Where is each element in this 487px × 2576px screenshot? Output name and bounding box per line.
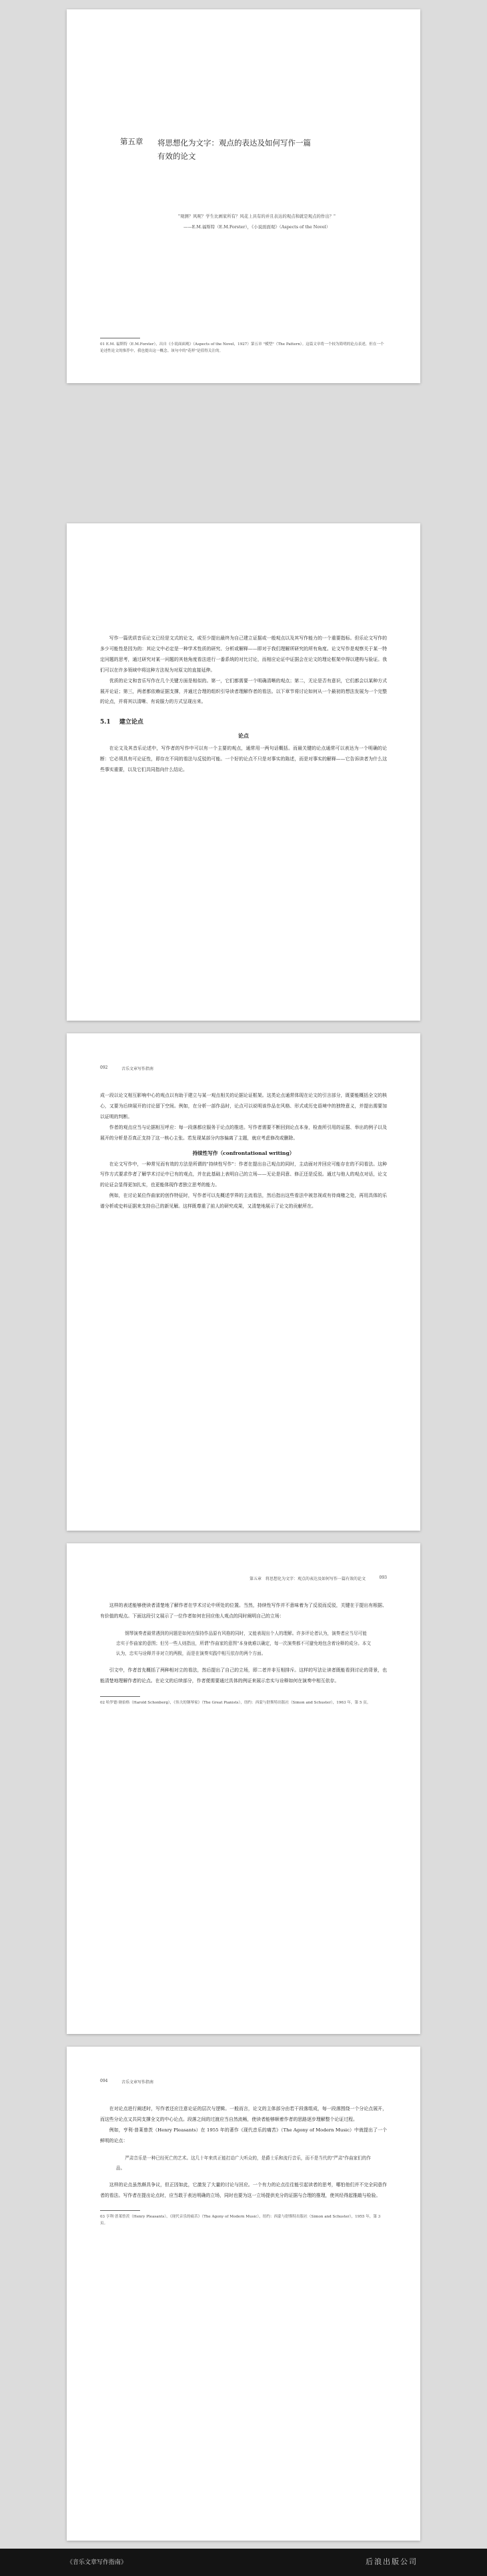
running-title: 音乐文章写作指南 (121, 2080, 154, 2085)
footnote: 01 E.M. 福斯特（E.M.Forster），出自《小说面面观》（Aspects of the Novel，1927）第五章 "模型"（The Pattern）。这篇文章将一个较为简明的论点表述，但在一个论述性论文的推荐中，我也提出这一概念。该句中的"花样"是值得关注的。 (100, 342, 384, 353)
paragraph: 在论文及其音乐论述中，写作者的写作中可以有一个主要的观点，通常用一两句话概括。而最关键的论点通常可以表达为一个明确的论断：它必须具有可论证性，即存在不同的看法与反驳的可能。一个好的论点不只是对事实的陈述，而是对事实的解释——它告诉读者为什么这些事实重要，以及它们共同指向什么结论。 (100, 746, 387, 773)
epigraph-text: "观测？风呢？学生比画家所有？风花上具有的并且表达的观点和就是观点的作出？" (178, 214, 336, 219)
paragraph: 在论文写作中，一种常见而有效的方法是所谓的"持续性写作"：作者在提出自己观点的同时，主动面对并回应可能存在的不同看法。这种写作方式要求作者了解学术讨论中已有的观点，并在此基础上表明自己的立场——无论是同意、修正还是反驳。通过与他人的观点对话，论文的论证会显得更加扎实，也更能体现作者独立思考的能力。 (100, 1161, 387, 1188)
paragraph: 在对论点进行阐述时，写作者还应注意论证的层次与逻辑。一般而言，论文的主体部分由若干段落组成，每一段落围绕一个分论点展开，而这些分论点又共同支撑全文的中心论点。段落之间的过渡应当自然流畅，使读者能够顺着作者的思路逐步理解整个论证过程。 (100, 2106, 387, 2122)
page-4 (67, 1543, 420, 2034)
publisher-logo: 后浪出版公司 (366, 2557, 418, 2566)
running-title: 第五章 将思想化为文字：观点的表达及如何写作一篇有效的论文 (249, 1577, 366, 1581)
paragraph: 例如，亨利·普莱曾茨（Henry Pleasants）在 1955 年的著作《现代音乐的痛苦》（The Agony of Modern Music）中就提出了一个鲜明的论点： (100, 2127, 387, 2143)
footnote: 03 亨利·普莱曾茨（Henry Pleasants），《现代音乐的痛苦》（The Agony of Modern Music），纽约：西蒙与舒斯特出版社（Simon and Schuster），1955 年，第 3 页。 (100, 2215, 381, 2226)
section-title: 建立论点 (119, 719, 143, 726)
subsection-heading: 论点 (238, 732, 249, 740)
page-body (100, 1601, 387, 1706)
paragraph: 写作一篇优质音乐论文已经是文式的论文，或至少提出最终为自己建立证据或一般观点以及其写作能力的一个重要指标。但乐论文写作的多少可能性是因为的：其论文中必定是一种学术性质的研究、分析或解释——即对于我们理解所研究的所有角度。论文写作是观察关于某一特定问题的思考，通过研究对某一问题的其他角度看法进行一番系统的对比讨论，而相应论证中证据会在论文的理论框架中得以建构与验证。我们可以在许多领域中将这种方法视为对原文的直接延伸。 (100, 635, 387, 673)
footnote-rule (100, 1696, 140, 1697)
chapter-label: 第五章 (120, 137, 143, 146)
section-heading (100, 717, 387, 726)
subsection-heading: 持续性写作（confrontational writing） (192, 1149, 295, 1156)
epigraph-source: ——E.M.福斯特（E.M.Forster），《小说面面观》（Aspects of the Novel） (183, 224, 331, 230)
footer-bar (0, 2549, 487, 2576)
paragraph: 优质的论文和音乐写作在几个关键方面是相似的。第一，它们都需要一个明确清晰的观点；第二，无论是否有意识，它们都会以某种方式展开论证；第三，两者都依赖证据支撑，并通过合理的组织引导读者理解作者的看法。以下章节将讨论如何从一个最初的想法发展为一个完整的论点，并将其以清晰、有说服力的方式呈现出来。 (100, 678, 387, 705)
page-2 (67, 523, 420, 1021)
page-1 (67, 9, 420, 383)
page-5 (67, 2047, 420, 2541)
page-3 (67, 1033, 420, 1531)
page-body (100, 1091, 387, 1212)
page-body (100, 2104, 387, 2227)
section-number: 5.1 (100, 719, 111, 726)
paragraph: 成一段以论文相互影响中心的观点以有助于建立与某一观点相关的论据论证框架。这类论点通常体现在论文的引言部分，既要能概括全文的核心，又要为后续展开的讨论留下空间。例如，在分析一部作品时，论点可以说明该作品在风格、形式或历史语境中的独特意义，并提出需要加以证明的判断。 (100, 1093, 387, 1119)
footnote: 02 哈罗德·勋伯格（Harold Schonberg），《伟大的钢琴家》（The Great Pianists），纽约：西蒙与舒斯特出版社（Simon and Schuster），1963 年，第 5 页。 (100, 1700, 371, 1705)
paragraph: 作者的观点应当与论据相互呼应：每一段落都应服务于论点的推进。写作者需要不断回到论点本身，检查所引用的证据、举出的例子以及展开的分析是否真正支持了这一核心主张。若发现某部分内容偏离了主题，就应考虑修改或删除。 (100, 1124, 387, 1141)
page-number: 093 (379, 1575, 387, 1580)
footnote-rule (100, 2210, 140, 2211)
chapter-title-line1: 将思想化为文字：观点的表达及如何写作一篇 (157, 138, 311, 148)
epigraph (120, 212, 394, 231)
paragraph: 例如，在讨论某位作曲家的创作特征时，写作者可以先概述学界的主流看法，然后指出这些看法中被忽视或有待商榷之处，再用具体的乐谱分析或史料证据来支持自己的新见解。这样既尊重了前人的研究成果，又清楚地展示了论文的贡献所在。 (100, 1193, 387, 1210)
paragraph: 引文中，作者首先概括了两种相对立的看法，然后提出了自己的立场，即二者并非互相排斥。这样的写法让读者既能看到讨论的背景，也能清楚地理解作者的论点。在论文的后续部分，作者便需要通过具体的例证来展示忠实与诠释如何在演奏中相互依存。 (100, 1667, 387, 1684)
footnote-area (100, 328, 387, 354)
paragraph: 这样的表述能够使读者清楚地了解作者在学术讨论中所处的位置。当然，持续性写作并不意味着为了反驳而反驳，关键在于提出有根据、有价值的观点。下面这段引文展示了一位作者如何在回应他人观点的同时阐明自己的立场： (100, 1603, 387, 1619)
running-title: 音乐文章写作指南 (121, 1067, 154, 1071)
block-quote: 钢琴演奏者最常遇到的问题是如何在保持作品原有风格的同时，又能表现出个人的理解。许多评论者认为，演奏者应当尽可能忠实于作曲家的意图；但另一些人则指出，所谓"作曲家的意图"本身就难以确定，每一次演奏都不可避免地包含着诠释的成分。本文认为，忠实与诠释并非对立的两极，而是在演奏实践中相互依存的两个方面。 (116, 1630, 371, 1656)
paragraph: 这样的论点虽然颇具争议，但正因如此，它激发了大量的讨论与回应。一个有力的论点往往能引起读者的思考，哪怕他们并不完全同意作者的看法。写作者在提出论点时，应当敢于表达明确的立场，同时也要为这一立场提供充分的证据与合理的推理，使其经得起推敲与检验。 (100, 2181, 387, 2198)
book-title: 《音乐文章写作指南》 (67, 2559, 127, 2566)
page-number: 092 (100, 1065, 108, 1070)
page-body (100, 633, 387, 776)
page-number: 094 (100, 2079, 108, 2083)
block-quote: 严肃音乐是一种已经死亡的艺术。这几十年来真正能打动广大听众的，是爵士乐和流行音乐，而不是当代的"严肃"作曲家们的作品。 (116, 2155, 371, 2171)
chapter-title-line2: 有效的论文 (157, 152, 196, 161)
